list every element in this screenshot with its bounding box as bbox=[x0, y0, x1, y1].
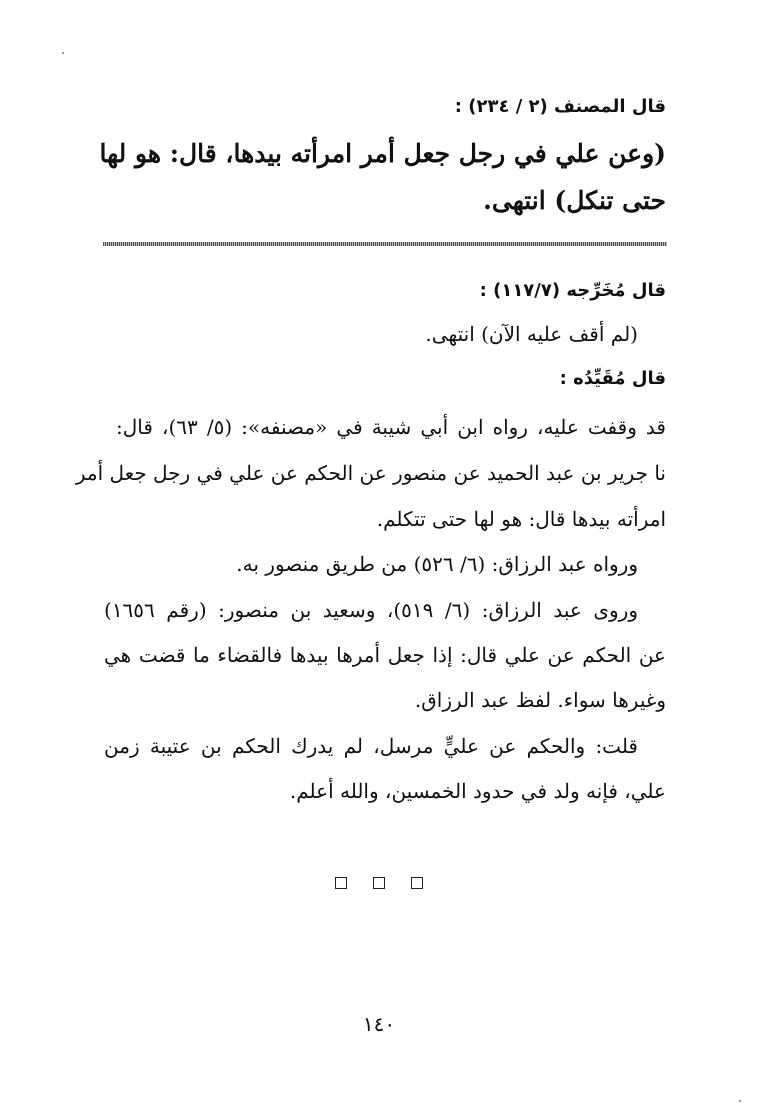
author-quote-line-1: (وعن علي في رجل جعل أمر امرأته بيدها، قال: هو لها bbox=[99, 139, 666, 168]
paragraph-2: ورواه عبد الرزاق: (٦/ ٥٢٦) من طريق منصور به. bbox=[236, 552, 638, 576]
paragraph-3-line-3: وغيرها سواء. لفظ عبد الرزاق. bbox=[414, 688, 666, 712]
section-divider bbox=[103, 242, 667, 246]
paragraph-4-line-1: قلت: والحكم عن عليٍّ مرسل، لم يدرك الحكم بن عتيبة زمن bbox=[104, 734, 638, 758]
paragraph-1-line-3: امرأته بيدها قال: هو لها حتى تتكلم. bbox=[376, 507, 666, 531]
takhrij-heading: قال مُخَرِّجه (١١٧/٧) : bbox=[479, 280, 666, 301]
paragraph-4-line-2: علي، فإنه ولد في حدود الخمسين، والله أعلم. bbox=[289, 779, 666, 803]
author-heading: قال المصنف (٢ / ٢٣٤) : bbox=[454, 96, 666, 117]
author-quote-line-2: حتى تنكل) انتهى. bbox=[483, 186, 666, 215]
paragraph-1-line-1: قد وقفت عليه، رواه ابن أبي شيبة في «مصنفه»: (٥/ ٦٣)، قال: bbox=[116, 415, 666, 439]
paragraph-3-line-2: عن الحكم عن علي قال: إذا جعل أمرها بيدها فالقضاء ما قضت هي bbox=[104, 643, 666, 667]
page-number: ١٤٠ bbox=[362, 1012, 396, 1036]
takhrij-text: (لم أقف عليه الآن) انتهى. bbox=[425, 322, 638, 346]
section-end-ornaments bbox=[0, 874, 758, 893]
scan-speck bbox=[62, 52, 64, 54]
square-ornament-icon bbox=[411, 877, 423, 889]
square-ornament-icon bbox=[373, 877, 385, 889]
square-ornament-icon bbox=[335, 877, 347, 889]
scan-speck bbox=[739, 1100, 741, 1102]
paragraph-1-line-2: نا جرير بن عبد الحميد عن منصور عن الحكم عن علي في رجل جعل أمر bbox=[75, 461, 666, 485]
paragraph-3-line-1: وروى عبد الرزاق: (٦/ ٥١٩)، وسعيد بن منصور: (رقم ١٦٥٦) bbox=[104, 598, 638, 622]
muqayyid-heading: قال مُقَيِّدُه : bbox=[559, 368, 666, 389]
